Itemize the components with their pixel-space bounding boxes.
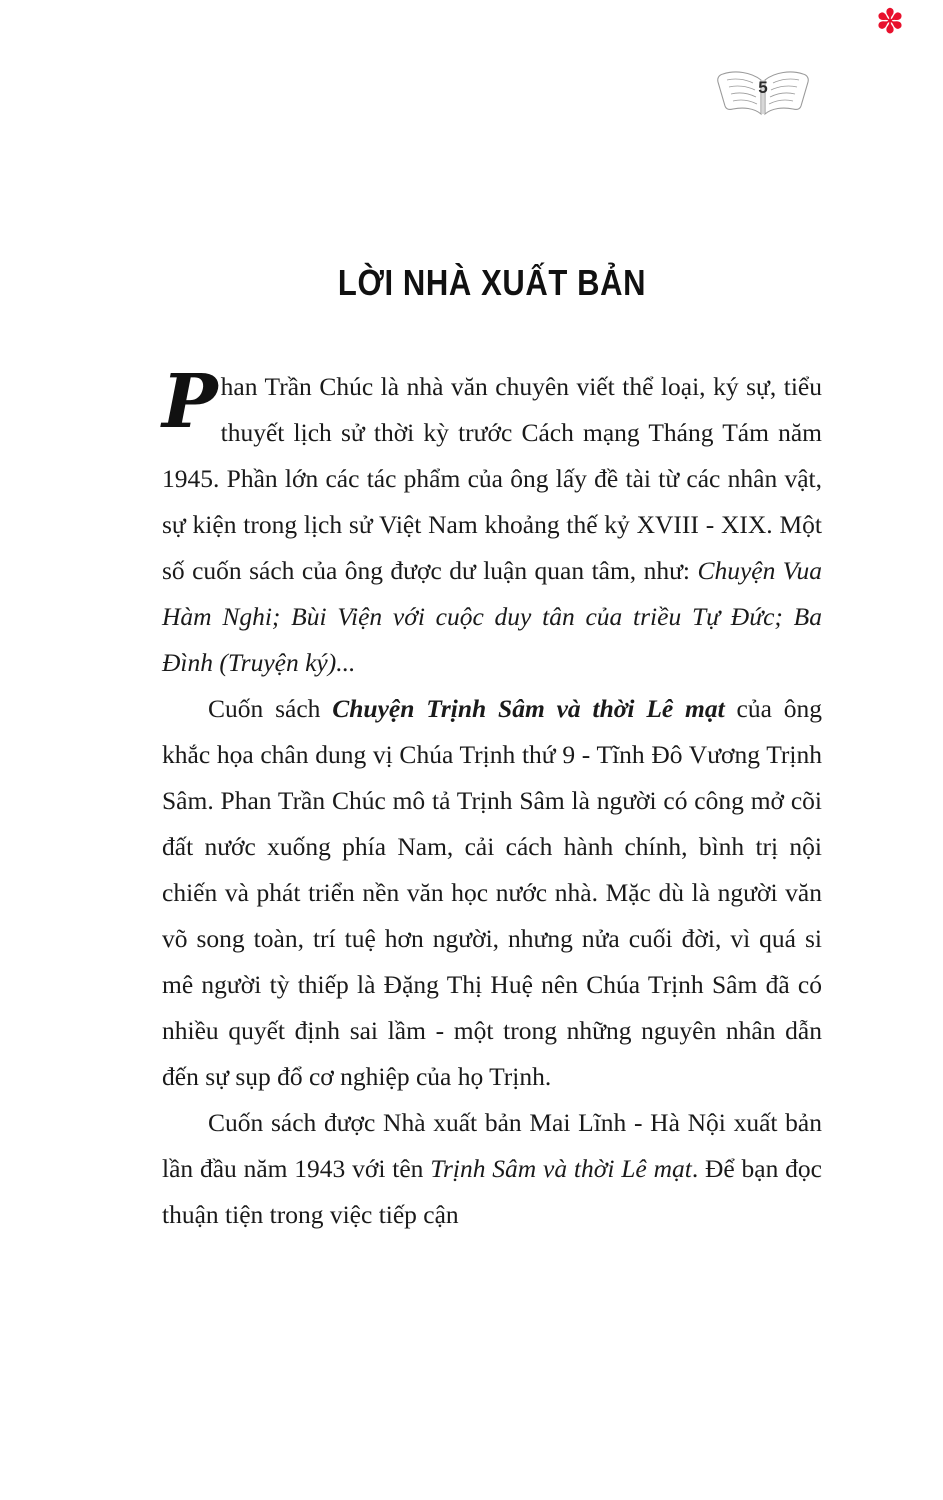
red-asterisk-flower-icon: ✽: [875, 4, 905, 41]
paragraph-3-lead: Cuốn sách được Nhà xuất bản Mai Lĩnh - Hà Nội xuất bản lần đầu năm 1943 với tên: [162, 1108, 822, 1183]
page-number: 5: [758, 78, 768, 97]
page-title: LỜI NHÀ XUẤT BẢN: [337, 262, 647, 304]
paragraph-2: [162, 686, 822, 1100]
page-bottom-edge: [0, 1490, 943, 1500]
paragraph-2-lead: Cuốn sách: [208, 694, 333, 723]
paragraph-3-book-title: Trịnh Sâm và thời Lê mạt: [430, 1154, 692, 1183]
paragraph-1-text: han Trần Chúc là nhà văn chuyên viết thể loại, ký sự, tiểu thuyết lịch sử thời kỳ trước Cách mạng Tháng Tám năm 1945. Phần lớn các tác phẩm của ông lấy đề tài từ các nhân vật, sự kiện trong lịch sử Việt Nam khoảng thế kỷ XVIII - XIX. Một số cuốn sách của ông được dư luận quan tâm, như:: [162, 372, 822, 585]
drop-cap-initial: P: [162, 359, 218, 445]
paragraph-2-book-title: Chuyện Trịnh Sâm và thời Lê mạt: [332, 694, 725, 723]
text-block: [162, 262, 822, 1238]
paragraph-1-titles-italic: Chuyện Vua Hàm Nghi; Bùi Viện với cuộc duy tân của triều Tự Đức; Ba Đình (Truyện ký)...: [162, 556, 822, 677]
paragraph-3: [162, 1100, 822, 1238]
paragraph-2-rest: của ông khắc họa chân dung vị Chúa Trịnh thứ 9 - Tĩnh Đô Vương Trịnh Sâm. Phan Trần Chúc mô tả Trịnh Sâm là người có công mở cõi đất nước xuống phía Nam, cải cách hành chính, bình trị nội chiến và phát triển nền văn học nước nhà. Mặc dù là người văn võ song toàn, trí tuệ hơn người, nhưng nửa cuối đời, vì quá si mê người tỳ thiếp là Đặng Thị Huệ nên Chúa Trịnh Sâm đã có nhiều quyết định sai lầm - một trong những nguyên nhân dẫn đến sự sụp đổ cơ nghiệp của họ Trịnh.: [162, 694, 822, 1091]
folio: [703, 62, 823, 126]
paragraph-1: [162, 359, 822, 686]
paragraph-3-rest: . Để bạn đọc thuận tiện trong việc tiếp cận: [162, 1154, 823, 1229]
